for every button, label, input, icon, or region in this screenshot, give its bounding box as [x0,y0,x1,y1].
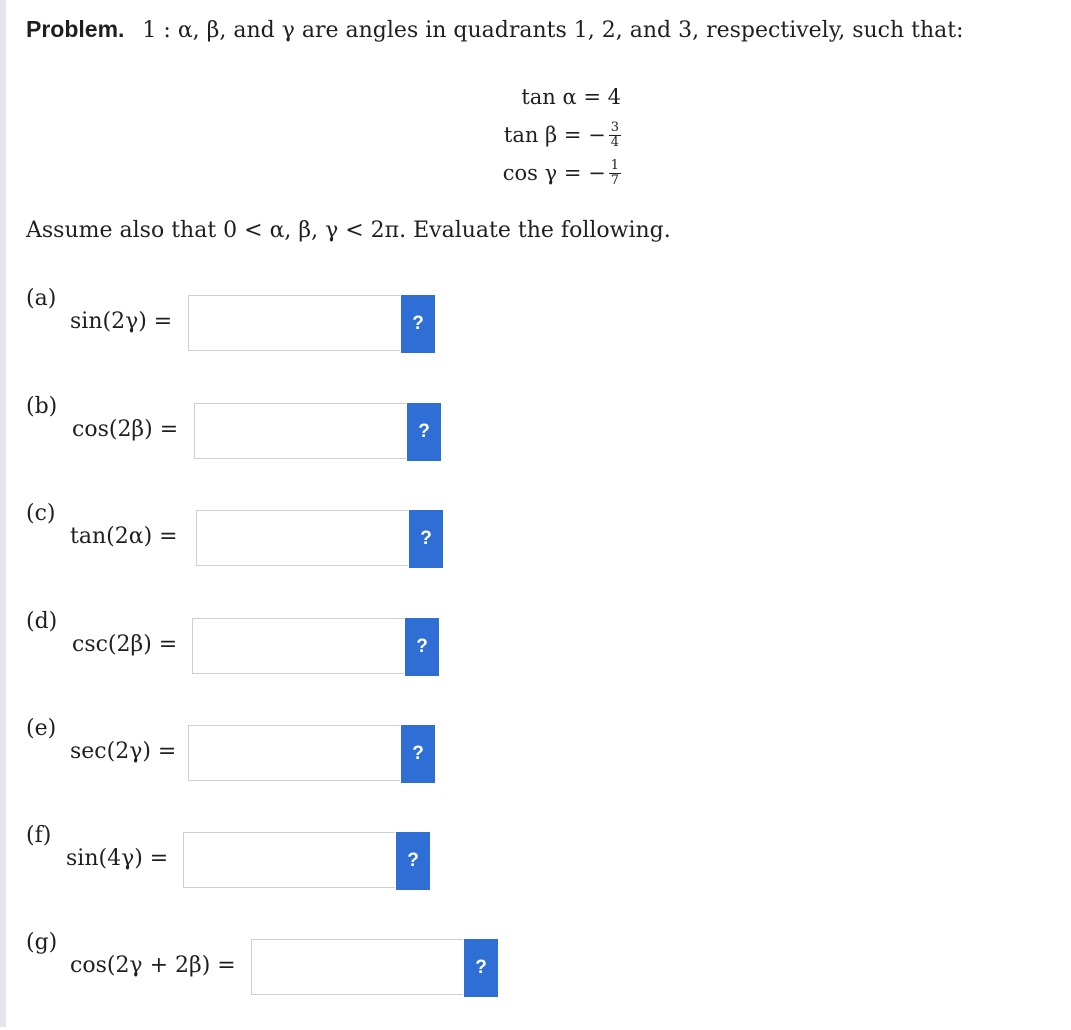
given-tan-beta [503,116,621,154]
given-value: 4 [607,85,621,109]
help-button-a[interactable]: ? [401,295,435,353]
problem-label: Problem. [26,16,125,42]
part-expression: sin(4γ) = [66,846,169,871]
fraction-numerator: 3 [610,119,619,135]
given-equations [503,78,621,192]
problem-statement [26,16,964,43]
given-lhs: tan β = − [503,123,606,147]
answer-input-g[interactable] [251,939,463,995]
given-tan-alpha [503,78,621,116]
fraction-denominator: 4 [610,134,619,150]
part-a [0,286,1071,386]
fraction-numerator: 1 [610,157,619,173]
answer-input-d[interactable] [192,618,404,674]
part-letter: (f) [26,823,52,848]
part-letter: (c) [26,501,56,526]
part-c [0,501,1071,601]
part-letter: (d) [26,609,58,634]
part-letter: (g) [26,930,58,955]
fraction [609,159,621,188]
part-expression: sin(2γ) = [70,309,173,334]
help-button-g[interactable]: ? [464,939,498,997]
part-d [0,609,1071,709]
part-expression: cos(2γ + 2β) = [70,953,236,978]
answer-input-f[interactable] [183,832,395,888]
part-b [0,394,1071,494]
fraction-denominator: 7 [610,172,619,188]
part-letter: (e) [26,716,57,741]
help-button-f[interactable]: ? [396,832,430,890]
part-expression: cos(2β) = [72,417,179,442]
part-letter: (a) [26,286,57,311]
part-e [0,716,1071,816]
fraction [609,121,621,150]
help-button-d[interactable]: ? [405,618,439,676]
help-button-c[interactable]: ? [409,510,443,568]
part-f [0,823,1071,923]
part-expression: csc(2β) = [72,632,178,657]
answer-input-b[interactable] [194,403,406,459]
help-button-b[interactable]: ? [407,403,441,461]
given-lhs: tan α = [521,85,601,109]
part-g [0,930,1071,1030]
answer-input-c[interactable] [196,510,408,566]
help-button-e[interactable]: ? [401,725,435,783]
assume-text: Assume also that 0 < α, β, γ < 2π. Evaluate the following. [26,218,671,243]
answer-input-a[interactable] [188,295,400,351]
problem-text: 1 : α, β, and γ are angles in quadrants 1, 2, and 3, respectively, such that: [142,18,964,43]
part-letter: (b) [26,394,58,419]
given-lhs: cos γ = − [502,161,606,185]
part-expression: sec(2γ) = [70,739,177,764]
part-expression: tan(2α) = [70,524,178,549]
given-cos-gamma [503,154,621,192]
answer-input-e[interactable] [188,725,400,781]
